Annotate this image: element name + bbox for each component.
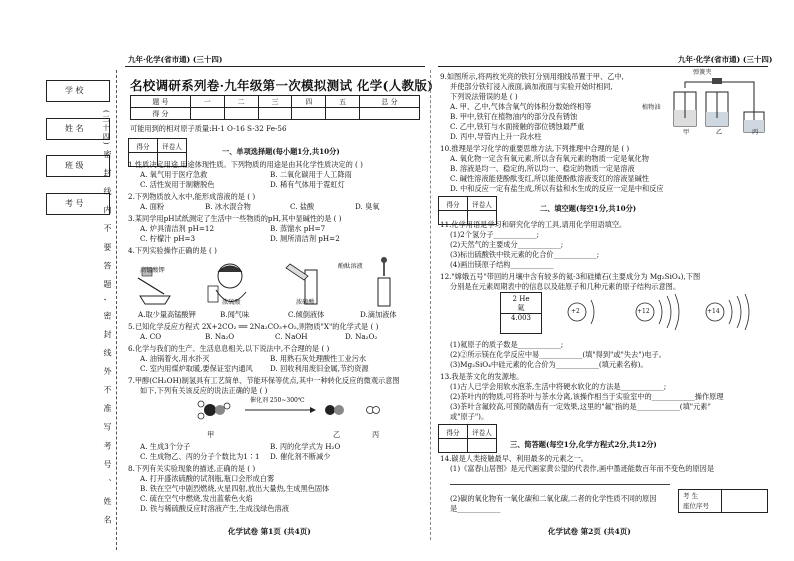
q11-item-2: (2)天然气的主要成分____________; xyxy=(450,240,564,249)
q9-label-bing: 丙 xyxy=(752,129,759,136)
field-label: 班 级 xyxy=(65,161,84,170)
atom-structures xyxy=(555,290,765,334)
q5-option-c: C. NaOH xyxy=(275,332,308,341)
atom-label-si: +14 xyxy=(707,308,720,315)
q4: 4.下列实验操作正确的是 ( ) xyxy=(128,246,217,255)
q4-label-acid-2: 浓硫酸 xyxy=(296,299,315,306)
score-cell: 四 xyxy=(292,96,326,108)
q14-part-2b: 是____________ xyxy=(450,504,501,513)
q4-option-a: A.取少量高锰酸钾 xyxy=(138,310,196,319)
paper-title: 名校调研系列卷·九年级第一次模拟测试 化学(人教版) xyxy=(130,78,434,93)
q2-option-b: B. 冰水混合物 xyxy=(205,202,251,211)
q4-label-kmno4: 高锰酸钾 xyxy=(140,267,165,274)
q6-option-c: C. 室内用煤炉取暖,要保证室内通风 xyxy=(140,364,253,373)
q9-line3: 下列说法错误的是 ( ) xyxy=(450,92,518,101)
q8-option-c: C. 硫在空气中燃烧,发出蓝紫色火焰 xyxy=(140,494,253,503)
field-label: 学 校 xyxy=(65,86,84,95)
q9-option-a: A. 甲、乙中,气体含氧气的体积分数始终相等 xyxy=(450,102,592,111)
score-cell[interactable] xyxy=(326,108,360,120)
q9: 9.如图所示,将两枚光亮的铁钉分别用细线吊置于甲、乙中, xyxy=(440,72,624,81)
q6-option-a: A. 油锅着火,用水扑灭 xyxy=(140,354,210,363)
seat-label-1: 考 生 xyxy=(683,492,699,500)
field-label: 考 号 xyxy=(65,199,84,208)
score-cell[interactable] xyxy=(292,108,326,120)
atom-label-mg: +12 xyxy=(637,308,650,315)
q6-option-b: B. 用熟石灰处理酸性工业污水 xyxy=(270,354,367,363)
person-smelling-icon xyxy=(208,264,246,302)
q1: 1.性质决定用途,用途体现性质。下列物质的用途是由其化学性质决定的 ( ) xyxy=(128,160,363,169)
grader-name-label: 评卷人 xyxy=(468,197,497,211)
q11-item-1: (1)2个氢分子____________; xyxy=(450,230,540,239)
page-divider xyxy=(430,70,431,540)
header-rule-right xyxy=(438,66,768,67)
q7: 7.甲醇(CH₃OH)制氢具有工艺简单、节能环保等优点,其中一种转化反应的微观示意图 xyxy=(128,376,400,385)
score-cell: 题 号 xyxy=(131,96,191,108)
answer-line[interactable] xyxy=(450,484,670,485)
clamp-icon xyxy=(712,78,722,84)
atom-label-he: +2 xyxy=(571,308,580,315)
grader-name-label: 评卷人 xyxy=(468,425,497,439)
q10-option-d: D. 中和反应一定有盐生成,所以有盐和水生成的反应一定是中和反应 xyxy=(450,184,664,193)
q3-option-c: C. 柠檬汁 pH=3 xyxy=(140,234,196,243)
score-cell: 二 xyxy=(224,96,258,108)
q1-option-a: A. 氧气用于医疗急救 xyxy=(140,170,208,179)
header-rule-left xyxy=(125,66,425,67)
q9-line2: 并使部分铁钉浸入液面,滴加液面与实验开始时相同, xyxy=(450,82,613,91)
q13-item-1: (1)古人已学会用软水泡茶,生活中将硬水软化的方法是____________; xyxy=(450,382,667,391)
he-mass: 4.003 xyxy=(501,313,541,322)
section3-heading: 三、简答题(每空1分,化学方程式2分,共12分) xyxy=(510,440,657,449)
q10: 10.推理是学习化学的重要思维方法,下列推理中合理的是 ( ) xyxy=(440,144,630,153)
q12: 12."嫦娥五号"带回的月壤中含有较多的氦-3和硅橄石(主要成分为 Mg₂SiO₄),下图 xyxy=(440,272,701,281)
section1-heading: 一、单项选择题(每小题1分,共10分) xyxy=(222,147,340,156)
q7-option-b: B. 丙的化学式为 H₂O xyxy=(270,442,341,451)
grader-box-s3 xyxy=(438,424,497,453)
q7-condition: 催化剂 250~300℃ xyxy=(250,397,305,404)
q4-label-acid: 浓硫酸 xyxy=(222,299,241,306)
seal-line xyxy=(116,70,117,550)
binding-field-class xyxy=(46,155,110,177)
reaction-arrow-icon xyxy=(245,407,316,413)
q7-label-yi: 乙 xyxy=(333,430,341,439)
grader-score-label: 得分 xyxy=(439,197,468,211)
q3-option-a: A. 炉具清洁剂 pH=12 xyxy=(140,224,215,233)
q9-option-c: C. 乙中,铁钉与水面接触的部位锈蚀最严重 xyxy=(450,122,585,131)
score-cell[interactable] xyxy=(360,108,420,120)
seat-divider xyxy=(721,490,722,512)
q1-option-c: C. 活性炭用于制糖脱色 xyxy=(140,180,215,189)
q9-option-b: B. 甲中,铁钉在植物油内的部分没有锈蚀 xyxy=(450,112,578,121)
q10-option-a: A. 氧化物一定含有氧元素,所以含有氧元素的物质一定是氧化物 xyxy=(450,154,649,163)
q4-option-d: D.滴加液体 xyxy=(360,310,397,319)
q4-label-phenol: 酚酞溶液 xyxy=(338,263,363,270)
q5-option-d: D. Na₂O₂ xyxy=(345,332,378,341)
q3: 3.某同学用pH试纸测定了生活中一些物质的pH,其中显碱性的是 ( ) xyxy=(128,214,342,223)
q7-option-d: D. 催化剂不断减少 xyxy=(270,452,331,461)
he-symbol: 2 He xyxy=(512,295,530,303)
header-left-tag: 九年·化学(省市通) (三十四) xyxy=(128,55,223,64)
score-cell: 一 xyxy=(190,96,224,108)
binding-field-exam-no xyxy=(46,193,110,215)
q8-option-d: D. 铁与稀硫酸反应时溶液产生,生成浅绿色溶液 xyxy=(140,504,289,513)
footer-left: 化学试卷 第1页 (共4页) xyxy=(228,527,311,536)
q9-label-clamp: 弹簧夹 xyxy=(693,69,712,76)
score-cell[interactable] xyxy=(258,108,292,120)
q6-option-d: D. 回收利用废旧金属,节约资源 xyxy=(270,364,369,373)
q1-option-d: D. 稀有气体用于霓虹灯 xyxy=(270,180,345,189)
grader-name-label: 评卷人 xyxy=(158,139,187,153)
score-cell[interactable] xyxy=(190,108,224,120)
q10-option-b: B. 溶液是均一、稳定的,所以均一、稳定的物质一定是溶液 xyxy=(450,164,635,173)
q1-option-b: B. 二氧化碳用于人工降雨 xyxy=(270,170,352,179)
q13-item-2: (2)茶叶内的物质,可将茶叶与茶水分离,该操作相当于实验室中的____________操作原理 xyxy=(450,392,724,401)
q4-option-c: C.倾倒液体 xyxy=(288,310,325,319)
q11-item-3: (3)标出硫酸铁中铁元素的化合价____________; xyxy=(450,250,600,259)
q3-option-d: D. 厕所清洁剂 pH=2 xyxy=(270,234,340,243)
q7-label-bing: 丙 xyxy=(372,430,380,439)
q3-option-b: B. 蒸馏水 pH=7 xyxy=(270,224,326,233)
header-right-tag: 九年·化学(省市通) (三十四) xyxy=(678,55,773,64)
q11-item-4: (4)画出镁原子结构____________ xyxy=(450,260,554,269)
binding-field-school xyxy=(46,80,110,102)
q2: 2.下列物质放入水中,能形成溶液的是 ( ) xyxy=(128,192,256,201)
q12-item-2: (2)②所示镁在化学反应中易____________(填"得到"或"失去")电子。 xyxy=(450,350,666,359)
q5-option-b: B. Na₂O xyxy=(205,332,235,341)
q13: 13.我是茶文化的发源地。 xyxy=(440,372,524,381)
q9-option-d: D. 丙中,导管内上升一段水柱 xyxy=(450,132,542,141)
q2-option-a: A. 面粉 xyxy=(140,202,165,211)
q12-line2: 分别是在元素周期表中的信息以及硅原子和几种元素的原子结构示意图。 xyxy=(450,282,681,291)
q4-figures xyxy=(130,256,420,312)
seat-label-2: 座位序号 xyxy=(683,502,709,510)
q4-option-b: B.闻气味 xyxy=(220,310,250,319)
q13-item-3: (3)茶叶含氟较高,可预防龋齿有一定效果,这里的"氟"指的是____________(填"元素" xyxy=(450,402,711,411)
q2-option-d: D. 臭氧 xyxy=(355,202,380,211)
series-tag: (三十四) xyxy=(102,110,110,147)
score-cell: 得 分 xyxy=(131,108,191,120)
grader-name-cell[interactable] xyxy=(468,439,497,453)
helium-element-cell xyxy=(500,292,542,334)
section2-heading: 二、填空题(每空1分,共10分) xyxy=(540,204,637,213)
seat-number-box xyxy=(678,489,768,513)
score-cell: 总 分 xyxy=(360,96,420,108)
q9-label-oil: 植物油 xyxy=(642,104,661,111)
q7-option-a: A. 生成3个分子 xyxy=(140,442,191,451)
co-molecule-icon xyxy=(325,405,344,415)
seal-line-notice: 密 封 线 内 不 要 答 题 , 密 封 线 外 不 准 写 考 号 、 姓 名 xyxy=(103,150,112,528)
q8-option-b: B. 铁在空气中剧烈燃烧,火星四射,放出大量热,生成黑色固体 xyxy=(140,484,330,493)
q12-item-1: (1)氦原子的质子数是____________; xyxy=(450,340,564,349)
q12-item-3: (3)Mg₂SiO₄中硅元素的化合价为____________(填元素名称)。 xyxy=(450,360,648,369)
score-table xyxy=(130,95,420,120)
atomic-masses: 可能用到的相对原子质量:H-1 O-16 S-32 Fe-56 xyxy=(130,124,287,133)
grader-score-cell[interactable] xyxy=(439,439,468,453)
grader-score-label: 得分 xyxy=(439,425,468,439)
q14: 14.碳是人类接触最早、利用最多的元素之一。 xyxy=(440,454,588,463)
score-cell[interactable] xyxy=(224,108,258,120)
q7-label-jia: 甲 xyxy=(207,430,215,439)
h2-molecule-icon xyxy=(367,407,380,414)
dropper-icon xyxy=(378,257,390,306)
score-cell: 三 xyxy=(258,96,292,108)
q14-part-1: (1)《富春山居图》是元代画家黄公望的代表作,画中墨迹能数百年而不变色的原因是 xyxy=(450,464,715,473)
q8-option-a: A. 打开盛浓硫酸的试剂瓶,瓶口会形成白雾 xyxy=(140,474,275,483)
q9-label-yi: 乙 xyxy=(716,129,723,136)
score-cell: 五 xyxy=(326,96,360,108)
q14-part-2: (2)碳的氧化物有一氧化碳和二氧化碳,二者的化学性质不同的原因 xyxy=(450,494,657,503)
q5: 5.已知化学反应方程式 2X+2CO₂ ══ 2Na₂CO₃+O₂,则物质"X"的化学式是 ( ) xyxy=(128,322,379,331)
q10-option-c: C. 碱性溶液能使酚酞变红,所以能使酚酞溶液变红的溶液显碱性 xyxy=(450,174,649,183)
q2-option-c: C. 盐酸 xyxy=(290,202,315,211)
q8: 8.下列有关实验现象的描述,正确的是 ( ) xyxy=(128,464,256,473)
flask-jia-icon xyxy=(674,92,696,126)
q7-line2: 如下,下列有关该反应的说法正确的是 ( ) xyxy=(140,386,268,395)
q9-label-jia: 甲 xyxy=(683,129,690,136)
q5-option-a: A. CO xyxy=(140,332,162,341)
flask-yi-icon xyxy=(706,92,728,126)
methanol-molecule-icon xyxy=(198,401,230,419)
footer-right: 化学试卷 第2页 (共4页) xyxy=(548,527,631,536)
q11: 11.化学用语是学习和研究化学的工具,请用化学用语填空。 xyxy=(440,220,627,229)
grader-score-label: 得分 xyxy=(129,139,158,153)
he-name: 氦 xyxy=(517,304,525,312)
q7-option-c: C. 生成物乙、丙的分子个数比为1∶1 xyxy=(140,452,260,461)
q6: 6.化学与我们的生产、生活息息相关,以下说法中,不合理的是 ( ) xyxy=(128,344,330,353)
field-label: 姓 名 xyxy=(65,124,84,133)
q13-item-4: 或"原子")。 xyxy=(450,412,489,421)
